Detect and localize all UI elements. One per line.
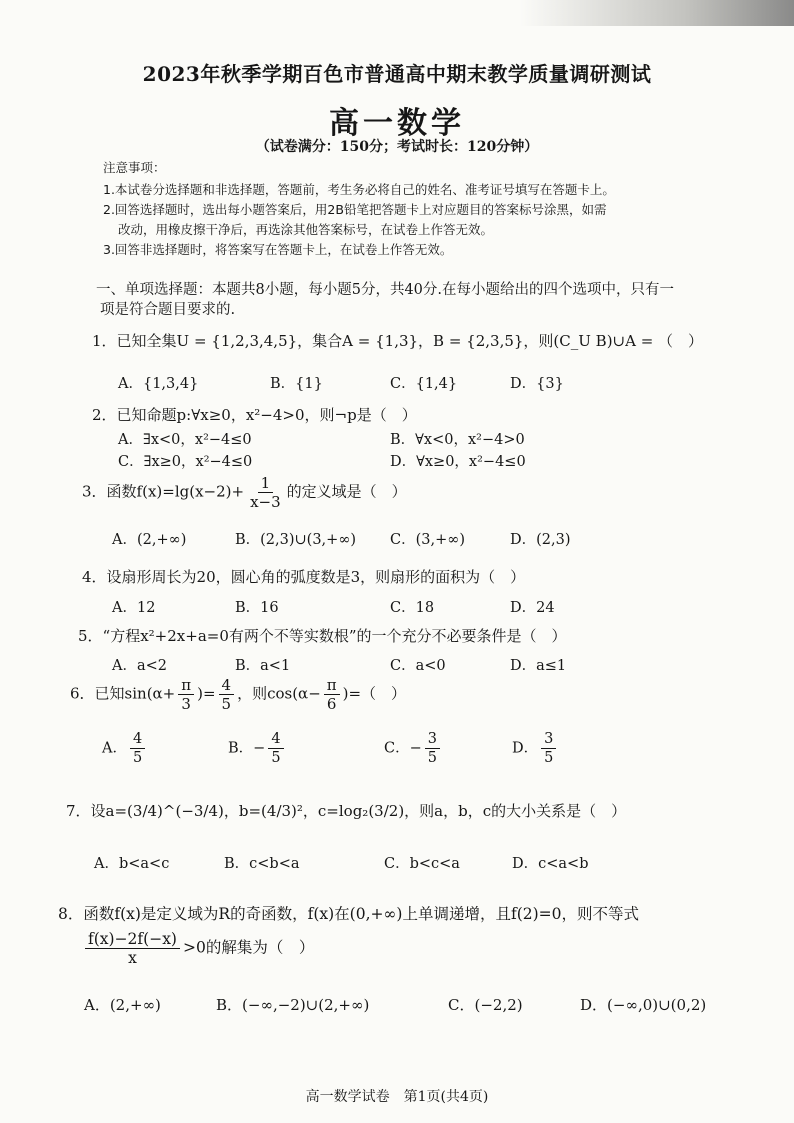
option-c: C．(3,+∞) — [390, 532, 465, 548]
option-fraction — [425, 730, 440, 767]
stem-text: )= — [197, 684, 216, 703]
fraction-denominator: 5 — [544, 750, 554, 766]
option-b: B．c<b<a — [224, 856, 300, 872]
option-c — [384, 730, 443, 767]
option-label: C．− — [384, 740, 422, 757]
option-b: B．16 — [235, 600, 279, 616]
fraction — [178, 676, 194, 713]
fraction — [219, 676, 235, 713]
question-stem: 4．设扇形周长为20，圆心角的弧度数是3，则扇形的面积为（ ） — [82, 568, 526, 586]
option-b: B．{1} — [270, 376, 323, 392]
scan-shadow — [520, 0, 794, 26]
option-c: C．b<c<a — [384, 856, 460, 872]
option-d: D．c<a<b — [512, 856, 589, 872]
option-c: C．a<0 — [390, 658, 446, 674]
fraction — [324, 676, 340, 713]
option-a: A．(2,+∞) — [84, 996, 161, 1014]
fraction-denominator: 5 — [271, 750, 281, 766]
fraction — [85, 930, 180, 967]
exam-info: （试卷满分：150分；考试时长：120分钟） — [255, 139, 539, 155]
option-b: B．(−∞,−2)∪(2,+∞) — [216, 996, 370, 1014]
option-c: C．{1,4} — [390, 376, 458, 392]
option-a — [102, 730, 148, 767]
notice-heading: 注意事项： — [103, 160, 166, 175]
stem-text: 3．函数f(x)=lg(x−2)+ — [82, 482, 245, 501]
option-a: A．∃x<0，x²−4≤0 — [118, 432, 252, 448]
section-line: 一、单项选择题：本题共8小题，每小题5分，共40分.在每小题给出的四个选项中，只有一 — [96, 282, 675, 298]
option-c: C．18 — [390, 600, 435, 616]
fraction — [247, 474, 284, 511]
question-stem — [70, 676, 406, 713]
fraction-denominator: x — [128, 949, 137, 967]
option-label: B．− — [228, 740, 266, 757]
option-c: C．∃x≥0，x²−4≤0 — [118, 454, 253, 470]
option-label: D． — [512, 740, 539, 757]
question-stem — [82, 474, 407, 511]
fraction-numerator: 4 — [219, 676, 235, 695]
stem-text: ，则cos(α− — [237, 684, 321, 703]
exam-title: 2023年秋季学期百色市普通高中期末教学质量调研测试 — [142, 62, 652, 86]
fraction-denominator: 6 — [326, 695, 337, 713]
fraction-numerator: f(x)−2f(−x) — [85, 930, 180, 949]
question-stem: 7．设a=(3/4)^(−3/4)，b=(4/3)²，c=log₂(3/2)，则a，b，c的大小关系是（ ） — [66, 802, 627, 820]
option-label: A． — [102, 740, 127, 757]
option-d: D．(2,3) — [510, 532, 571, 548]
stem-text: >0的解集为（ ） — [182, 938, 315, 957]
fraction-denominator: 5 — [132, 750, 143, 766]
option-d: D．{3} — [510, 376, 564, 392]
fraction-numerator: 3 — [425, 730, 440, 749]
fraction-numerator: π — [324, 676, 340, 695]
question-stem: 5．“方程x²+2x+a=0有两个不等实数根”的一个充分不必要条件是（ ） — [78, 627, 567, 645]
option-b: B．∀x<0，x²−4>0 — [390, 432, 525, 448]
fraction-denominator: 3 — [181, 695, 191, 713]
question-stem: 2．已知命题p:∀x≥0，x²−4>0，则¬p是（ ） — [92, 406, 417, 424]
option-d: D．∀x≥0，x²−4≤0 — [390, 454, 526, 470]
option-a: A．b<a<c — [94, 856, 170, 872]
fraction-denominator: 5 — [427, 750, 437, 766]
question-stem: 1．已知全集U = {1,2,3,4,5}，集合A = {1,3}，B = {2,3,5}，则(C_U B)∪A = （ ） — [92, 332, 704, 350]
question-stem: 8．函数f(x)是定义域为R的奇函数，f(x)在(0,+∞)上单调递增，且f(2)=0，则不等式 — [58, 905, 640, 923]
question-stem-line2 — [82, 930, 314, 967]
section-line: 项是符合题目要求的. — [100, 302, 236, 318]
notice-item: 改动，用橡皮擦干净后，再选涂其他答案标号，在试卷上作答无效。 — [118, 222, 494, 237]
option-a: A．12 — [112, 600, 156, 616]
fraction-numerator: 1 — [258, 474, 274, 493]
fraction-denominator: 5 — [221, 695, 232, 713]
fraction-denominator: x−3 — [250, 493, 281, 511]
page-footer: 高一数学试卷 第1页(共4页) — [305, 1089, 489, 1105]
option-d — [512, 730, 559, 767]
option-fraction — [130, 730, 145, 767]
stem-text: )=（ ） — [342, 684, 407, 703]
option-b: B．a<1 — [235, 658, 291, 674]
option-c: C．(−2,2) — [448, 996, 523, 1014]
option-a: A．a<2 — [112, 658, 167, 674]
fraction-numerator: 4 — [268, 730, 283, 749]
option-a: A．(2,+∞) — [112, 532, 187, 548]
option-b — [228, 730, 287, 767]
notice-item: 1.本试卷分选择题和非选择题，答题前，考生务必将自己的姓名、准考证号填写在答题卡上。 — [103, 182, 615, 197]
stem-text: 6．已知sin(α+ — [70, 684, 176, 703]
option-d: D．a≤1 — [510, 658, 567, 674]
notice-item: 3.回答非选择题时，将答案写在答题卡上，在试卷上作答无效。 — [103, 242, 453, 257]
fraction-numerator: 4 — [130, 730, 145, 749]
option-a: A．{1,3,4} — [118, 376, 199, 392]
fraction-numerator: 3 — [541, 730, 556, 749]
stem-text: 的定义域是（ ） — [286, 482, 407, 501]
notice-item: 2.回答选择题时，选出每小题答案后，用2B铅笔把答题卡上对应题目的答案标号涂黑，如需 — [103, 202, 607, 217]
option-fraction — [268, 730, 283, 767]
option-d: D．24 — [510, 600, 555, 616]
option-d: D．(−∞,0)∪(0,2) — [580, 996, 707, 1014]
option-b: B．(2,3)∪(3,+∞) — [235, 532, 357, 548]
fraction-numerator: π — [178, 676, 194, 695]
subject-title: 高一数学 — [329, 106, 465, 141]
option-fraction — [541, 730, 556, 767]
